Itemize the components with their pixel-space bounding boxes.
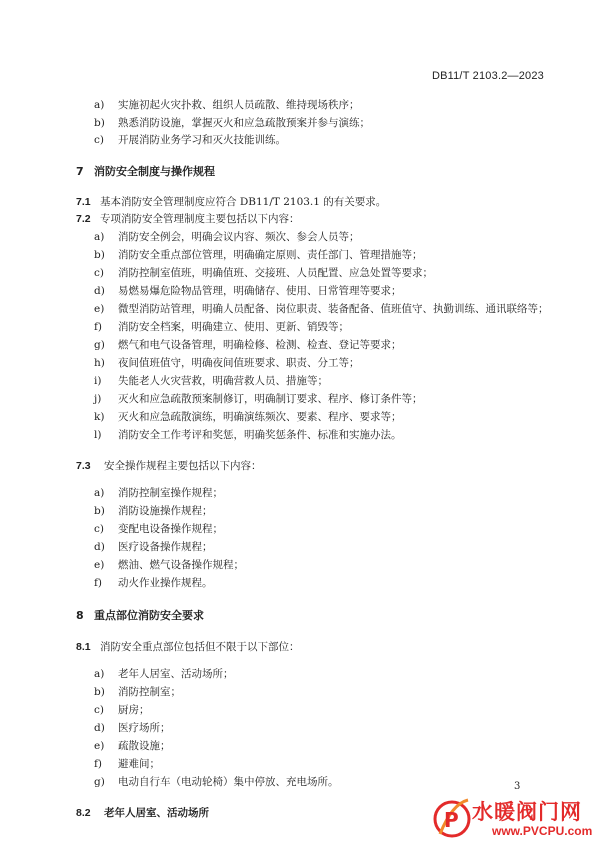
logo-icon bbox=[432, 794, 472, 844]
section-heading: 7 消防安全制度与操作规程 bbox=[76, 165, 215, 178]
doc-code: DB11/T 2103.2—2023 bbox=[431, 70, 544, 82]
svg-text:P: P bbox=[444, 808, 459, 832]
watermark-url: www.PVCPU.com bbox=[492, 824, 593, 838]
page-number: 3 bbox=[514, 781, 521, 792]
watermark-logo bbox=[432, 794, 596, 844]
watermark-site-name: 水暖阀门网 bbox=[472, 800, 582, 824]
section-heading: 8 重点部位消防安全要求 bbox=[76, 609, 204, 622]
